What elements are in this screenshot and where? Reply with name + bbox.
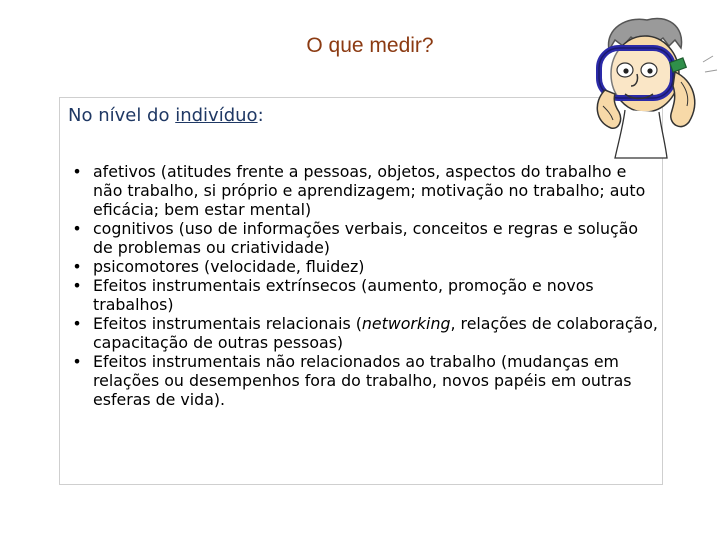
bullet-item xyxy=(72,162,660,219)
heading-suffix: : xyxy=(257,105,264,126)
content-box xyxy=(59,97,663,485)
bullet-item xyxy=(72,314,660,352)
bullet-dot-icon: • xyxy=(72,257,82,276)
bullet-dot-icon: • xyxy=(72,162,82,181)
person-with-magnifying-glass-icon xyxy=(585,10,720,160)
bullet-item xyxy=(72,219,660,257)
bullet-text: psicomotores (velocidade, fluidez) xyxy=(93,257,365,276)
bullet-text-after: , relações de colaboração, capacitação de outras pessoas) xyxy=(93,314,658,352)
section-heading xyxy=(68,105,264,126)
bullet-dot-icon: • xyxy=(72,219,82,238)
bullet-item xyxy=(72,352,660,409)
bullet-text: afetivos (atitudes frente a pessoas, objetos, aspectos do trabalho e não trabalho, si próprio e aprendizagem; motivação no trabalho; auto eficácia; bem estar mental) xyxy=(93,162,646,219)
bullet-text: cognitivos (uso de informações verbais, conceitos e regras e solução de problemas ou criatividade) xyxy=(93,219,639,257)
bullet-item xyxy=(72,257,660,276)
bullet-dot-icon: • xyxy=(72,314,82,333)
bullet-item xyxy=(72,276,660,314)
bullet-text-before: Efeitos instrumentais relacionais ( xyxy=(93,314,362,333)
bullet-text: Efeitos instrumentais extrínsecos (aumento, promoção e novos trabalhos) xyxy=(93,276,594,314)
heading-prefix: No nível do xyxy=(68,105,176,126)
bullet-text: Efeitos instrumentais não relacionados ao trabalho (mudanças em relações ou desempenhos fora do trabalho, novos papéis em outras esferas de vida). xyxy=(93,352,632,409)
bullet-text-italic: networking xyxy=(361,314,451,333)
bullet-dot-icon: • xyxy=(72,276,82,295)
heading-underlined: indivíduo xyxy=(175,105,258,126)
bullet-dot-icon: • xyxy=(72,352,82,371)
bullet-list xyxy=(72,162,660,409)
slide-title: O que medir? xyxy=(306,34,434,57)
